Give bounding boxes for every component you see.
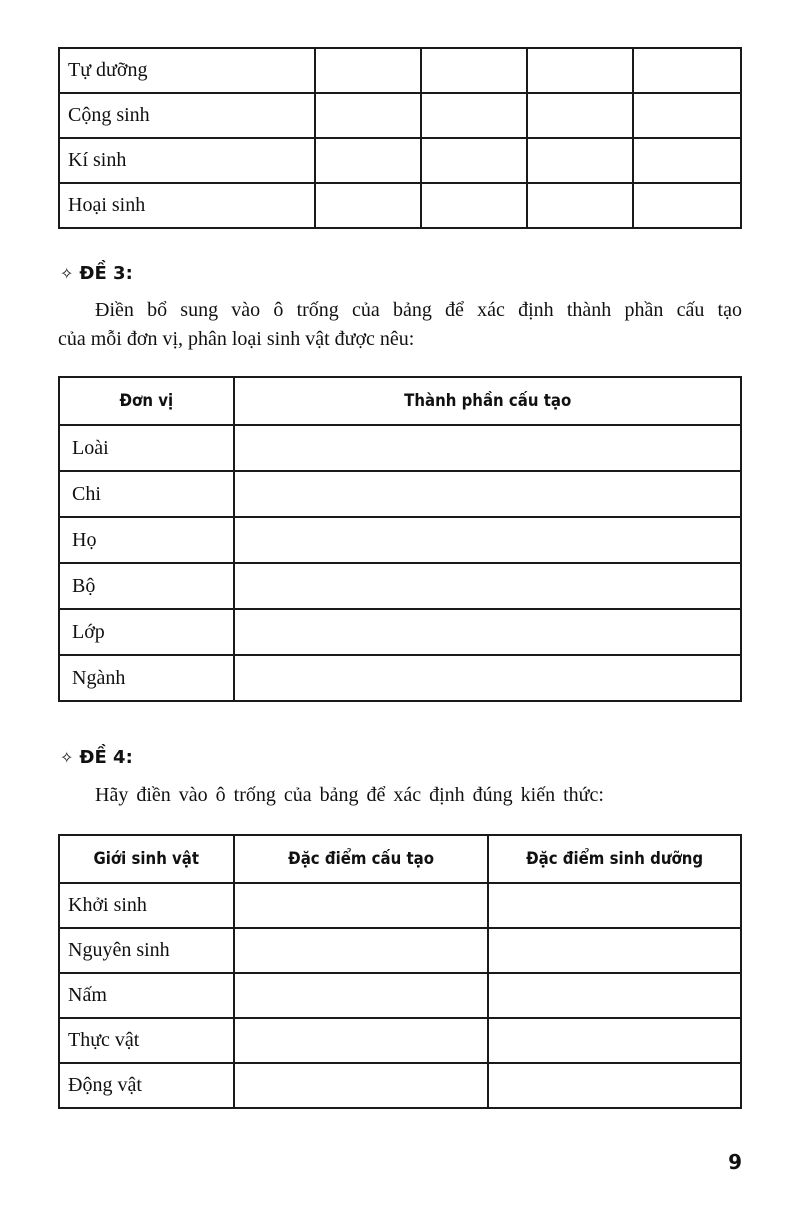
row-label: Nguyên sinh — [59, 928, 234, 973]
blank-cell[interactable] — [488, 1063, 741, 1108]
table-row — [59, 928, 741, 973]
diamond-bullet-icon: ✧ — [60, 748, 74, 767]
blank-cell[interactable] — [633, 48, 741, 93]
table-row — [59, 425, 741, 471]
row-label: Lớp — [59, 609, 234, 655]
column-header: Đặc điểm cấu tạo — [249, 835, 473, 883]
page-number: 9 — [728, 1150, 742, 1174]
blank-cell[interactable] — [234, 973, 488, 1018]
row-label: Khởi sinh — [59, 883, 234, 928]
nutrition-mode-table — [58, 47, 742, 229]
table-row — [59, 48, 741, 93]
de4-title: ĐỀ 4: — [79, 747, 133, 768]
blank-cell[interactable] — [633, 183, 741, 228]
de3-instruction-line: Điền bổ sung vào ô trống của bảng để xác định thành phần cấu tạo — [95, 299, 742, 321]
blank-cell[interactable] — [421, 183, 527, 228]
blank-cell[interactable] — [527, 48, 634, 93]
blank-cell[interactable] — [234, 1063, 488, 1108]
blank-cell[interactable] — [527, 183, 634, 228]
blank-cell[interactable] — [315, 48, 421, 93]
blank-cell[interactable] — [488, 883, 741, 928]
blank-cell[interactable] — [421, 48, 527, 93]
blank-cell[interactable] — [527, 138, 634, 183]
table-header-row — [59, 377, 741, 425]
row-label: Họ — [59, 517, 234, 563]
blank-cell[interactable] — [633, 138, 741, 183]
table-row — [59, 471, 741, 517]
de3-title: ĐỀ 3: — [79, 263, 133, 284]
kingdom-table — [58, 834, 742, 1109]
row-label: Ngành — [59, 655, 234, 701]
blank-cell[interactable] — [527, 93, 634, 138]
row-label: Động vật — [59, 1063, 234, 1108]
blank-cell[interactable] — [315, 93, 421, 138]
de3-instruction — [58, 296, 742, 354]
table-header-row — [59, 835, 741, 883]
blank-cell[interactable] — [234, 609, 741, 655]
de4-instruction — [58, 781, 742, 810]
de3-heading — [60, 263, 133, 284]
row-label: Nấm — [59, 973, 234, 1018]
de4-heading — [60, 747, 133, 768]
blank-cell[interactable] — [234, 471, 741, 517]
column-header: Đặc điểm sinh dưỡng — [503, 835, 726, 883]
table-row — [59, 1063, 741, 1108]
blank-cell[interactable] — [234, 517, 741, 563]
blank-cell[interactable] — [488, 973, 741, 1018]
taxonomy-table — [58, 376, 742, 702]
blank-cell[interactable] — [234, 883, 488, 928]
table-row — [59, 183, 741, 228]
column-header: Thành phần cấu tạo — [264, 377, 711, 425]
table-row — [59, 563, 741, 609]
table-row — [59, 655, 741, 701]
blank-cell[interactable] — [234, 425, 741, 471]
table-row — [59, 883, 741, 928]
blank-cell[interactable] — [421, 93, 527, 138]
blank-cell[interactable] — [421, 138, 527, 183]
row-label: Loài — [59, 425, 234, 471]
blank-cell[interactable] — [234, 655, 741, 701]
blank-cell[interactable] — [234, 563, 741, 609]
table-row — [59, 973, 741, 1018]
de4-instruction-line: Hãy điền vào ô trống của bảng để xác định đúng kiến thức: — [95, 784, 604, 806]
table-row — [59, 93, 741, 138]
table-row — [59, 1018, 741, 1063]
blank-cell[interactable] — [315, 138, 421, 183]
blank-cell[interactable] — [488, 1018, 741, 1063]
diamond-bullet-icon: ✧ — [60, 264, 74, 283]
row-label: Bộ — [59, 563, 234, 609]
column-header: Đơn vị — [69, 377, 223, 425]
de3-instruction-line: của mỗi đơn vị, phân loại sinh vật được nêu: — [58, 328, 415, 350]
table-row — [59, 609, 741, 655]
blank-cell[interactable] — [315, 183, 421, 228]
column-header: Giới sinh vật — [69, 835, 223, 883]
table-row — [59, 517, 741, 563]
row-label: Cộng sinh — [59, 93, 315, 138]
row-label: Hoại sinh — [59, 183, 315, 228]
row-label: Kí sinh — [59, 138, 315, 183]
blank-cell[interactable] — [234, 1018, 488, 1063]
blank-cell[interactable] — [234, 928, 488, 973]
blank-cell[interactable] — [633, 93, 741, 138]
row-label: Thực vật — [59, 1018, 234, 1063]
table-row — [59, 138, 741, 183]
row-label: Chi — [59, 471, 234, 517]
blank-cell[interactable] — [488, 928, 741, 973]
row-label: Tự dưỡng — [59, 48, 315, 93]
